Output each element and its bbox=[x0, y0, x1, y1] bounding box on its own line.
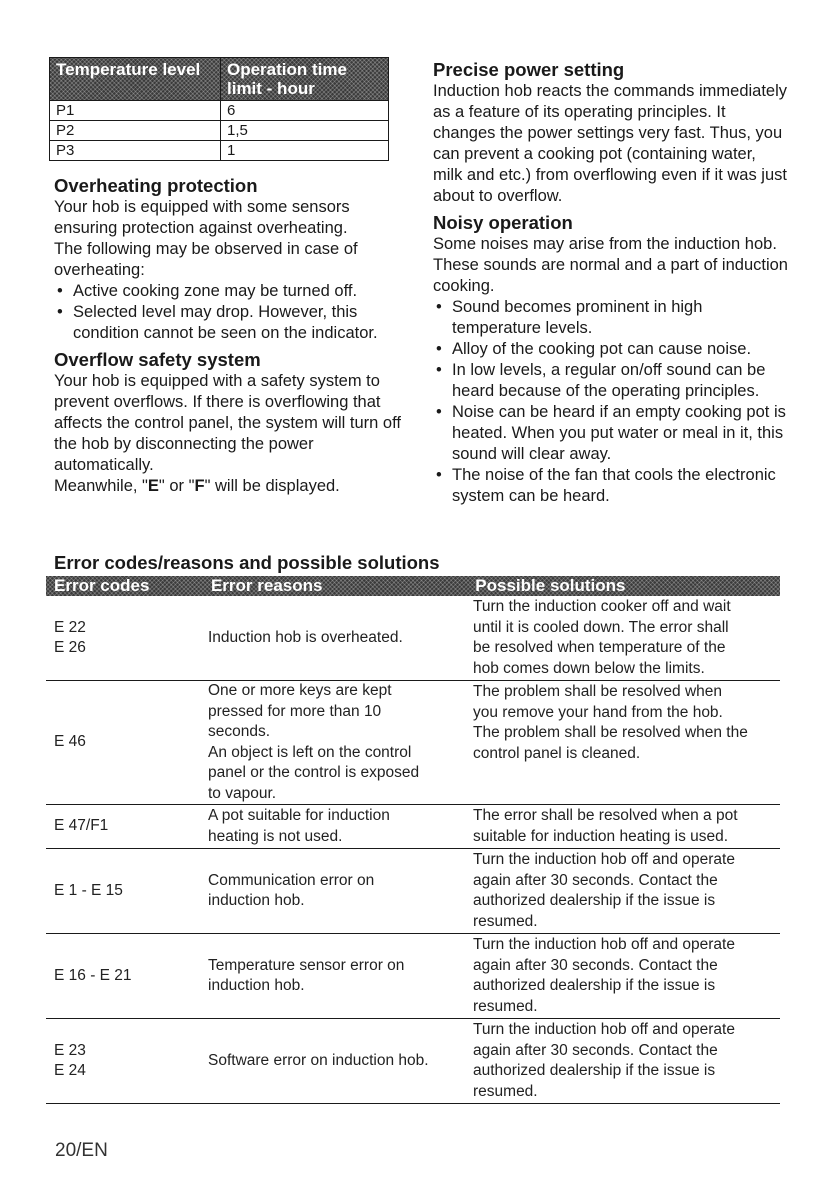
cell-line: induction hob. bbox=[208, 977, 305, 994]
level-header-temperature: Temperature level bbox=[50, 58, 221, 101]
cell-line: One or more keys are kept bbox=[208, 682, 392, 699]
solution-cell bbox=[465, 596, 780, 680]
time-cell: 6 bbox=[221, 101, 389, 121]
list-item: • Selected level may drop. However, this condition cannot be seen on the indicator. bbox=[54, 302, 414, 344]
cell-line: panel or the control is exposed bbox=[208, 764, 420, 781]
cell-line: until it is cooled down. The error shall bbox=[473, 618, 729, 636]
cell-line: authorized dealership if the issue is bbox=[473, 892, 716, 909]
list-item: • In low levels, a regular on/off sound can be heard because of the operating principles. bbox=[433, 360, 788, 402]
cell-line: again after 30 seconds. Contact the bbox=[473, 871, 718, 889]
error-table-body bbox=[46, 596, 780, 1104]
level-table-header-row bbox=[50, 58, 389, 101]
level-table-row bbox=[50, 101, 389, 121]
header-error-reasons: Error reasons bbox=[210, 576, 323, 595]
level-cell: P3 bbox=[50, 141, 221, 161]
overheating-paragraph: Your hob is equipped with some sensors ensuring protection against overheating. bbox=[54, 198, 350, 237]
cell-line: Temperature sensor error on bbox=[208, 956, 405, 974]
cell-line: resumed. bbox=[473, 1082, 538, 1100]
display-code-f: F bbox=[194, 477, 205, 495]
cell-line: Software error on induction hob. bbox=[208, 1051, 429, 1069]
error-code-cell bbox=[46, 596, 200, 680]
cell-line: The problem shall be resolved when bbox=[473, 683, 722, 700]
cell-line: E 16 - E 21 bbox=[54, 966, 132, 984]
right-column bbox=[433, 58, 788, 507]
noisy-operation-list bbox=[433, 297, 788, 507]
error-reason-cell bbox=[200, 681, 465, 804]
overflow-display-note bbox=[54, 476, 414, 497]
list-item: • Noise can be heard if an empty cooking pot is heated. When you put water or meal in it, this sound will clear away. bbox=[433, 402, 788, 465]
display-note-text: Meanwhile, " bbox=[54, 477, 148, 495]
level-cell: P2 bbox=[50, 121, 221, 141]
cell-line: resumed. bbox=[473, 997, 538, 1015]
cell-line: heating is not used. bbox=[208, 827, 343, 845]
table-row bbox=[46, 1019, 780, 1104]
level-table-row bbox=[50, 121, 389, 141]
error-table-header bbox=[46, 576, 780, 596]
display-code-e: E bbox=[147, 477, 159, 495]
cell-line: Turn the induction hob off and operate bbox=[473, 851, 735, 868]
cell-line: seconds. bbox=[208, 723, 271, 740]
cell-line: The error shall be resolved when a pot bbox=[473, 807, 738, 824]
error-code-cell bbox=[46, 934, 200, 1018]
error-reason-cell bbox=[200, 805, 465, 848]
level-header-operation-time: Operation time limit - hour bbox=[221, 58, 389, 101]
cell-line: Turn the induction hob off and operate bbox=[473, 936, 735, 953]
cell-line: be resolved when temperature of the bbox=[473, 639, 726, 656]
cell-line: again after 30 seconds. Contact the bbox=[473, 1041, 718, 1059]
overflow-paragraph: Your hob is equipped with a safety system to prevent overflows. If there is overflowing that affects the control panel, the system will turn off the hob by disconnecting the power automatically. bbox=[54, 372, 401, 474]
time-cell: 1,5 bbox=[221, 121, 389, 141]
display-note-text: " will be displayed. bbox=[204, 477, 340, 495]
cell-line: authorized dealership if the issue is bbox=[473, 1062, 716, 1079]
solution-cell bbox=[465, 849, 780, 933]
table-row bbox=[46, 849, 780, 934]
solution-cell bbox=[465, 681, 780, 804]
precise-power-title: Precise power setting bbox=[433, 59, 625, 80]
cell-line: resumed. bbox=[473, 912, 538, 930]
cell-line: you remove your hand from the hob. bbox=[473, 703, 723, 721]
cell-line: E 47/F1 bbox=[54, 817, 109, 835]
overflow-title: Overflow safety system bbox=[54, 349, 261, 370]
table-row bbox=[46, 596, 780, 681]
level-table-row bbox=[50, 141, 389, 161]
noisy-operation-title: Noisy operation bbox=[433, 212, 573, 233]
error-reason-cell bbox=[200, 1019, 465, 1103]
left-column bbox=[54, 174, 414, 497]
solution-cell bbox=[465, 805, 780, 848]
cell-line: again after 30 seconds. Contact the bbox=[473, 956, 718, 974]
cell-line: The problem shall be resolved when the bbox=[473, 724, 748, 741]
cell-line: E 26 bbox=[54, 639, 86, 656]
cell-line: A pot suitable for induction bbox=[208, 807, 390, 824]
noisy-operation-paragraph: Some noises may arise from the induction hob. These sounds are normal and a part of induction cooking. bbox=[433, 235, 788, 295]
error-code-cell bbox=[46, 681, 200, 804]
error-section-title: Error codes/reasons and possible solutions bbox=[54, 552, 440, 573]
cell-line: E 23 bbox=[54, 1041, 86, 1059]
header-error-codes: Error codes bbox=[54, 576, 150, 595]
cell-line: E 22 bbox=[54, 618, 86, 636]
header-possible-solutions: Possible solutions bbox=[475, 576, 626, 595]
error-code-cell bbox=[46, 805, 200, 848]
cell-line: An object is left on the control bbox=[208, 743, 412, 761]
cell-line: E 46 bbox=[54, 733, 86, 751]
error-reason-cell bbox=[200, 596, 465, 680]
list-item: • Sound becomes prominent in high temperature levels. bbox=[433, 297, 788, 339]
display-note-text: " or " bbox=[158, 477, 195, 495]
temperature-level-table bbox=[49, 57, 389, 161]
list-item: • The noise of the fan that cools the electronic system can be heard. bbox=[433, 465, 788, 507]
error-codes-table bbox=[46, 576, 780, 1104]
list-item: • Alloy of the cooking pot can cause noise. bbox=[433, 339, 788, 360]
precise-power-paragraph: Induction hob reacts the commands immediately as a feature of its operating principles. It changes the power settings very fast. Thus, you can prevent a cooking pot (containing water, milk and etc.) from overflowing even if it was just about to overflow. bbox=[433, 82, 788, 205]
cell-line: suitable for induction heating is used. bbox=[473, 827, 729, 845]
table-row bbox=[46, 805, 780, 849]
cell-line: control panel is cleaned. bbox=[473, 744, 641, 762]
cell-line: E 24 bbox=[54, 1062, 86, 1079]
error-code-cell bbox=[46, 1019, 200, 1103]
error-reason-cell bbox=[200, 849, 465, 933]
cell-line: Turn the induction hob off and operate bbox=[473, 1021, 735, 1038]
solution-cell bbox=[465, 934, 780, 1018]
cell-line: Communication error on bbox=[208, 871, 375, 889]
solution-cell bbox=[465, 1019, 780, 1103]
cell-line: Turn the induction cooker off and wait bbox=[473, 598, 731, 615]
overheating-paragraph: The following may be observed in case of overheating: bbox=[54, 240, 358, 279]
table-row bbox=[46, 934, 780, 1019]
table-row bbox=[46, 681, 780, 805]
cell-line: hob comes down below the limits. bbox=[473, 659, 705, 677]
cell-line: Induction hob is overheated. bbox=[208, 628, 403, 646]
error-reason-cell bbox=[200, 934, 465, 1018]
level-cell: P1 bbox=[50, 101, 221, 121]
cell-line: pressed for more than 10 bbox=[208, 702, 382, 720]
cell-line: to vapour. bbox=[208, 784, 277, 802]
time-cell: 1 bbox=[221, 141, 389, 161]
page-number: 20/EN bbox=[55, 1140, 108, 1161]
error-code-cell bbox=[46, 849, 200, 933]
cell-line: authorized dealership if the issue is bbox=[473, 977, 716, 994]
list-item: • Active cooking zone may be turned off. bbox=[54, 281, 414, 302]
cell-line: induction hob. bbox=[208, 892, 305, 909]
cell-line: E 1 - E 15 bbox=[54, 881, 123, 899]
overheating-list bbox=[54, 281, 414, 344]
overheating-title: Overheating protection bbox=[54, 175, 258, 196]
